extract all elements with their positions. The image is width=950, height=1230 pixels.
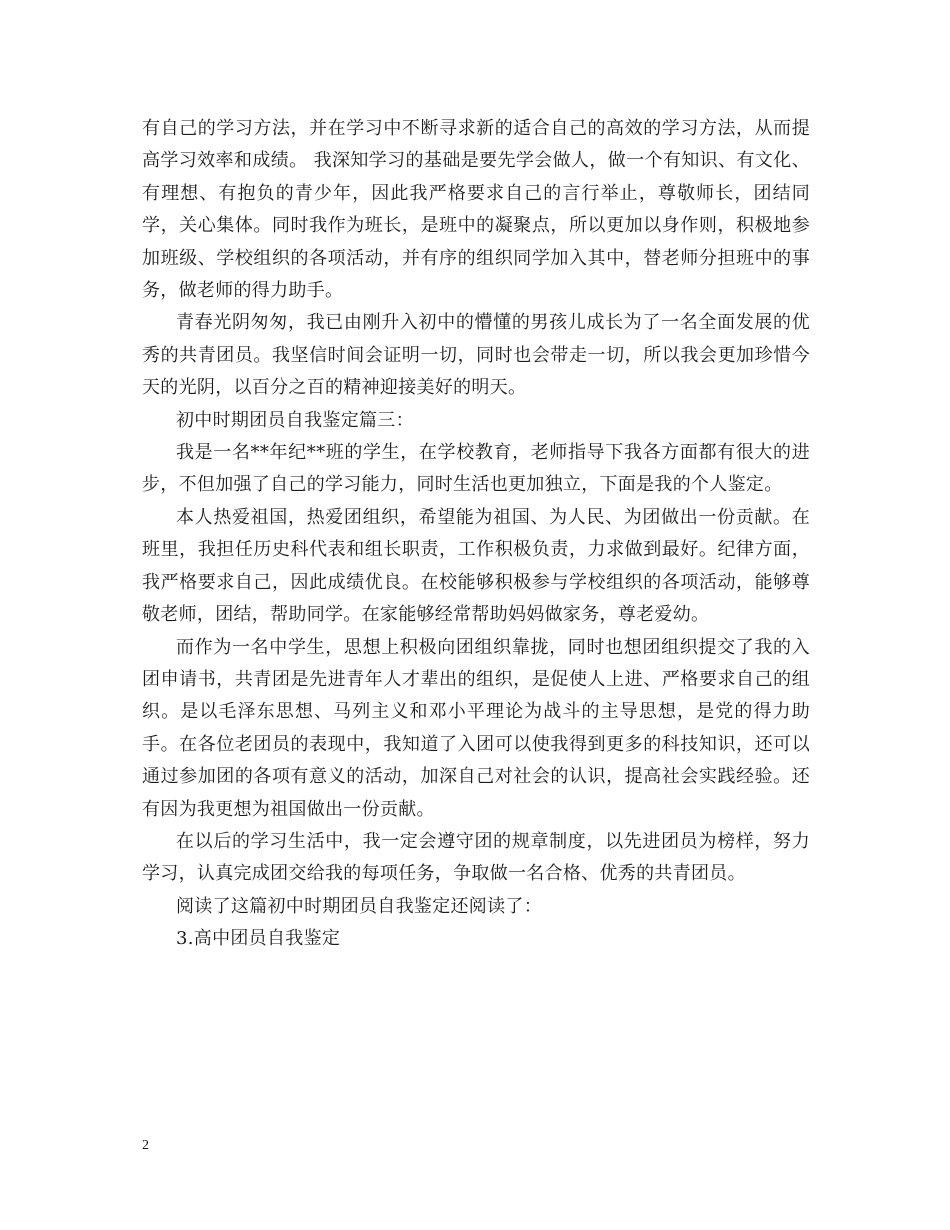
page-number: 2 [142,1138,149,1153]
paragraph-3: 我是一名**年纪**班的学生，在学校教育，老师指导下我各方面都有很大的进步，不但加强了自己的学习能力，同时生活也更加独立，下面是我的个人鉴定。 [142,442,810,496]
paragraph-1: 有自己的学习方法，并在学习中不断寻求新的适合自己的高效的学习方法，从而提高学习效率和成绩。 我深知学习的基础是要先学会做人，做一个有知识、有文化、有理想、有抱负的青少年，因此我严格要求自己的言行举止，尊敬师长，团结同学，关心集体。同时我作为班长，是班中的凝聚点，所以更加以身作则，积极地参加班级、学校组织的各项活动，并有序的组织同学加入其中，替老师分担班中的事务，做老师的得力助手。 [142,118,810,302]
related-reading-intro: 阅读了这篇初中时期团员自我鉴定还阅读了： [176,895,542,917]
paragraph-5: 而作为一名中学生，思想上积极向团组织靠拢，同时也想团组织提交了我的入团申请书，共青团是先进青年人才辈出的组织，是促使人上进、严格要求自己的组织。是以毛泽东思想、马列主义和邓小平理论为战斗的主导思想，是党的得力助手。在各位老团员的表现中，我知道了入团可以使我得到更多的科技知识，还可以通过参加团的各项有意义的活动，加深自己对社会的认识，提高社会实践经验。还有因为我更想为祖国做出一份贡献。 [142,636,810,820]
section-heading: 初中时期团员自我鉴定篇三： [176,409,414,431]
paragraph-6: 在以后的学习生活中，我一定会遵守团的规章制度，以先进团员为榜样，努力学习，认真完成团交给我的每项任务，争取做一名合格、优秀的共青团员。 [142,830,810,885]
paragraph-4: 本人热爱祖国，热爱团组织，希望能为祖国、为人民、为团做出一份贡献。在班里，我担任历史科代表和组长职责，工作积极负责，力求做到最好。纪律方面，我严格要求自己，因此成绩优良。在校能够积极参与学校组织的各项活动，能够尊敬老师，团结，帮助同学。在家能够经常帮助妈妈做家务，尊老爱幼。 [142,506,810,626]
paragraph-2: 青春光阴匆匆，我已由刚升入初中的懵懂的男孩儿成长为了一名全面发展的优秀的共青团员。我坚信时间会证明一切，同时也会带走一切，所以我会更加珍惜今天的光阴，以百分之百的精神迎接美好的明天。 [142,312,810,399]
related-reading-link[interactable]: 3.高中团员自我鉴定 [176,928,341,950]
document-body [142,113,810,956]
